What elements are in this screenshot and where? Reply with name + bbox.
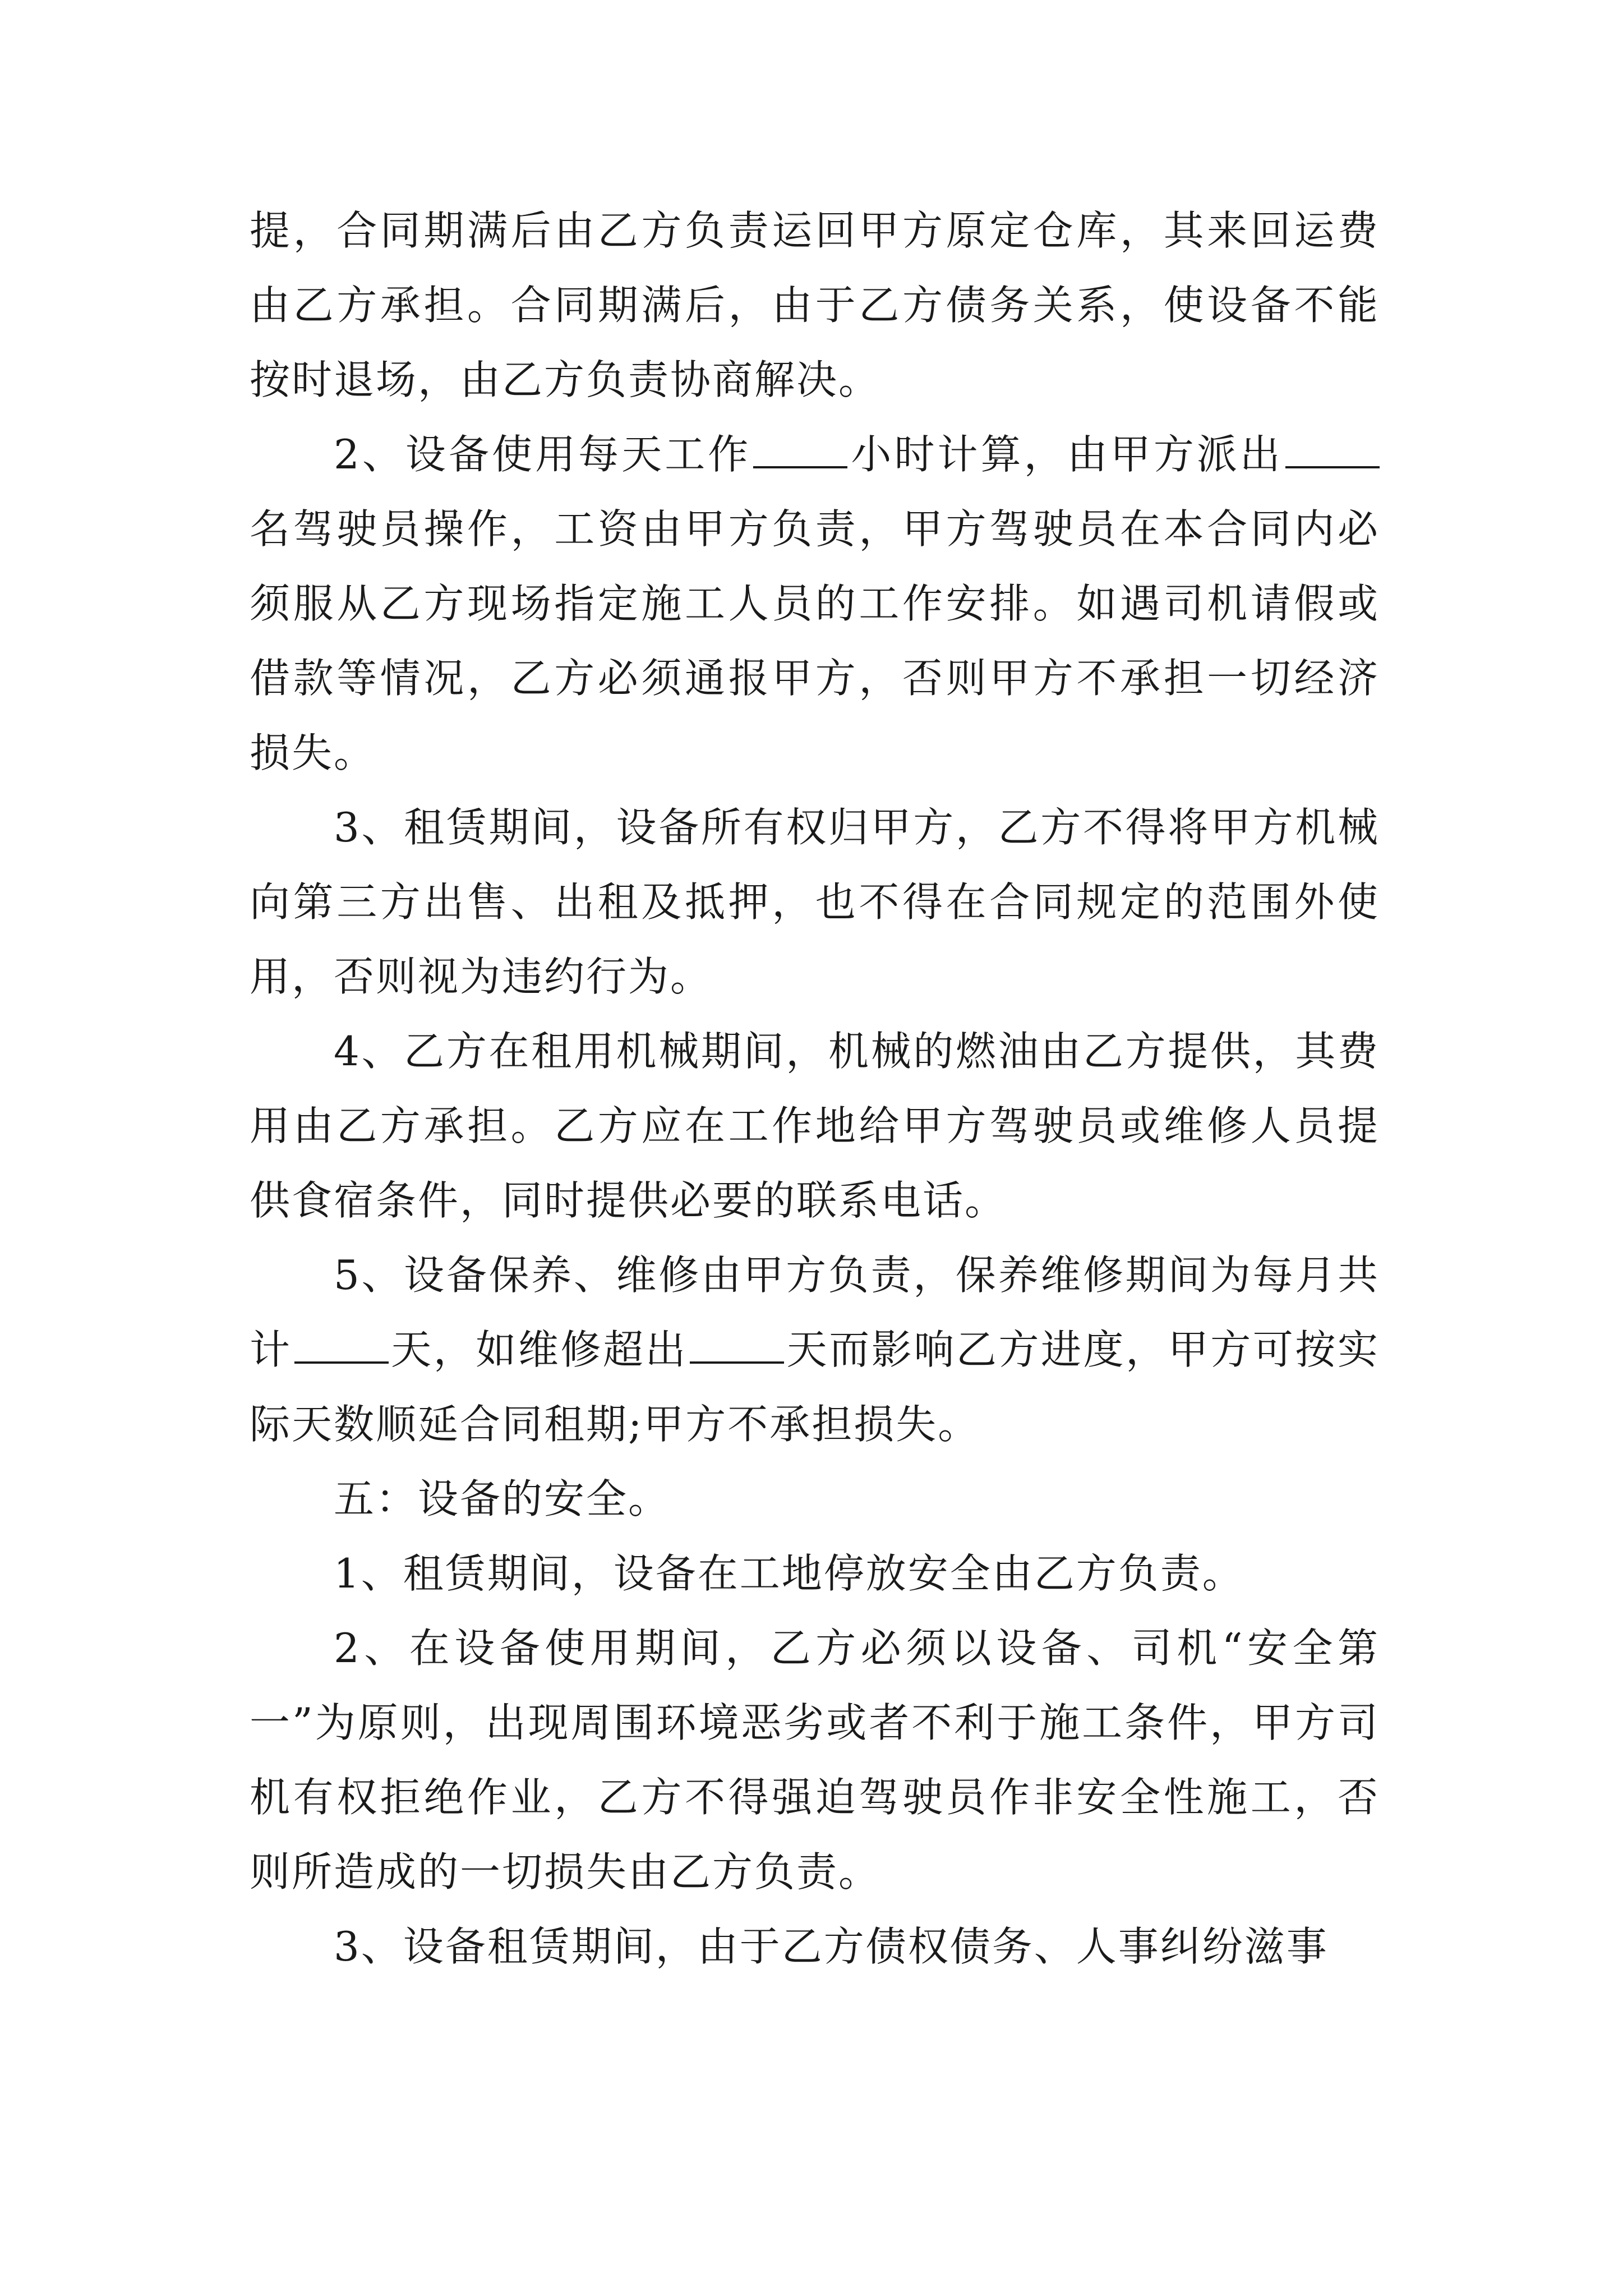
blank-maintenance-days-field bbox=[294, 1327, 389, 1364]
clause-4-2-work-hours bbox=[250, 417, 1380, 790]
blank-overrun-days-field bbox=[690, 1327, 784, 1364]
blank-driver-count-field bbox=[1285, 431, 1380, 468]
clause-text: 天，如维修超出 bbox=[390, 1326, 688, 1373]
clause-text: 2、设备使用每天工作 bbox=[334, 431, 751, 478]
clause-5-1-site-safety: 1、租赁期间，设备在工地停放安全由乙方负责。 bbox=[334, 1550, 1244, 1597]
blank-hours-field bbox=[753, 431, 847, 468]
paragraph-continuation: 提，合同期满后由乙方负责运回甲方原定仓库，其来回运费由乙方承担。合同期满后，由于乙方债务关系，使设备不能按时退场，由乙方负责协商解决。 bbox=[250, 207, 1380, 403]
clause-5-2-safety-first: 2、在设备使用期间，乙方必须以设备、司机“安全第一”为原则，出现周围环境恶劣或者不利于施工条件，甲方司机有权拒绝作业，乙方不得强迫驾驶员作非安全性施工，否则所造成的一切损失由乙方负责。 bbox=[250, 1625, 1380, 1895]
clause-text: 5、设备保养、维修由甲方负责，保养维修期间为每月共计 bbox=[250, 1251, 1380, 1373]
clause-text: 天而影响乙方进度，甲方可按实际天数顺延合同租期;甲方不承担损失。 bbox=[250, 1326, 1380, 1448]
clause-5-3-disputes: 3、设备租赁期间，由于乙方债权债务、人事纠纷滋事 bbox=[334, 1923, 1329, 1970]
clause-text: 名驾驶员操作，工资由甲方负责，甲方驾驶员在本合同内必须服从乙方现场指定施工人员的工作安排。如遇司机请假或借款等情况，乙方必须通报甲方，否则甲方不承担一切经济损失。 bbox=[250, 505, 1380, 776]
clause-4-4-fuel: 4、乙方在租用机械期间，机械的燃油由乙方提供，其费用由乙方承担。乙方应在工作地给甲方驾驶员或维修人员提供食宿条件，同时提供必要的联系电话。 bbox=[250, 1028, 1380, 1224]
clause-4-3-ownership: 3、租赁期间，设备所有权归甲方，乙方不得将甲方机械向第三方出售、出租及抵押，也不得在合同规定的范围外使用，否则视为违约行为。 bbox=[250, 804, 1380, 1000]
section-5-heading: 五：设备的安全。 bbox=[334, 1475, 671, 1522]
clause-4-5-maintenance bbox=[250, 1238, 1380, 1462]
clause-text: 小时计算，由甲方派出 bbox=[850, 431, 1283, 478]
document-body bbox=[250, 194, 1380, 1984]
